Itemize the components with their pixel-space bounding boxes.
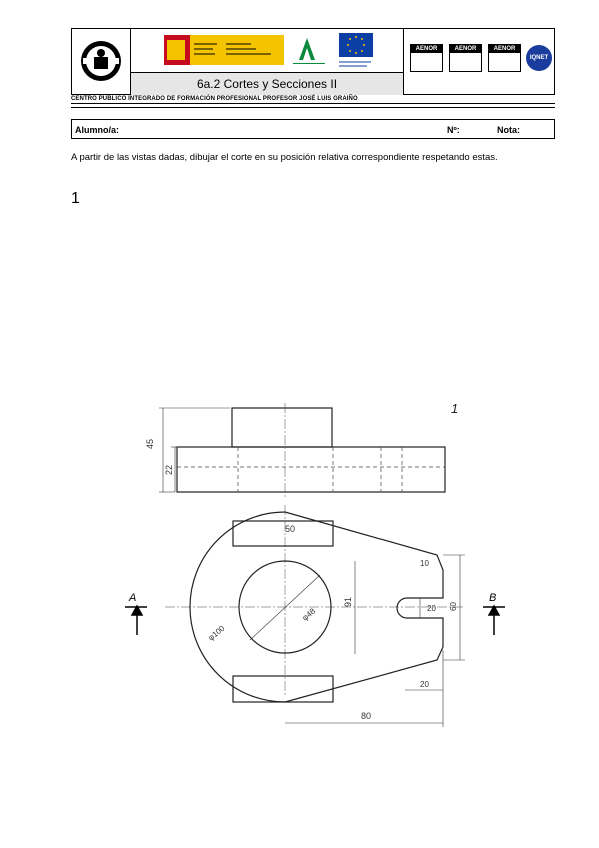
instructions-text: A partir de las vistas dadas, dibujar el corte en su posición relativa correspondiente respetando estas. xyxy=(71,152,498,163)
student-info-box xyxy=(71,119,555,139)
hidden-lines xyxy=(177,447,445,492)
divider xyxy=(71,107,555,108)
government-logos-icon xyxy=(131,28,403,73)
grade-label: Nota: xyxy=(497,125,520,135)
section-label-a: A xyxy=(129,592,137,604)
section-marker-b xyxy=(483,606,505,635)
front-view-boss xyxy=(232,408,332,447)
dimension-60: 60 xyxy=(449,602,458,611)
school-logo-icon xyxy=(71,28,131,95)
front-view-base xyxy=(177,447,445,492)
dimension-20-bottom: 20 xyxy=(420,680,429,689)
dimension-22: 22 xyxy=(164,464,174,475)
aenor-badge xyxy=(488,44,521,72)
student-name-label: Alumno/a: xyxy=(75,125,119,135)
aenor-label: AENOR xyxy=(450,45,481,53)
section-marker-a xyxy=(125,606,147,635)
aenor-label: AENOR xyxy=(489,45,520,53)
dimension-phi100: φ100 xyxy=(206,623,227,643)
iqnet-icon xyxy=(526,45,552,71)
aenor-label: AENOR xyxy=(411,45,442,53)
school-logo-cell xyxy=(71,28,131,95)
center-name: CENTRO PÚBLICO INTEGRADO DE FORMACIÓN PROFESIONAL PROFESOR JOSÉ LUIS GRAIÑO xyxy=(71,96,358,102)
dimension-50: 50 xyxy=(285,524,296,534)
dimension-20: 20 xyxy=(427,604,436,613)
section-label-b: B xyxy=(489,592,497,604)
aenor-badge xyxy=(410,44,443,72)
dimension-45: 45 xyxy=(145,438,155,449)
drawing-label: 1 xyxy=(451,401,459,416)
iqnet-label: IQNET xyxy=(529,55,549,61)
divider xyxy=(71,103,555,104)
student-number-label: Nº: xyxy=(447,125,460,135)
document-title: 6a.2 Cortes y Secciones II xyxy=(131,73,403,95)
exercise-number: 1 xyxy=(71,190,80,207)
dimension-91: 91 xyxy=(343,596,353,607)
dimension-80: 80 xyxy=(361,711,372,721)
dimension-phi48: φ48 xyxy=(300,606,318,623)
institution-logos xyxy=(131,28,403,73)
dimension-r10: 10 xyxy=(420,559,429,568)
technical-drawing xyxy=(125,395,525,745)
aenor-badge xyxy=(449,44,482,72)
